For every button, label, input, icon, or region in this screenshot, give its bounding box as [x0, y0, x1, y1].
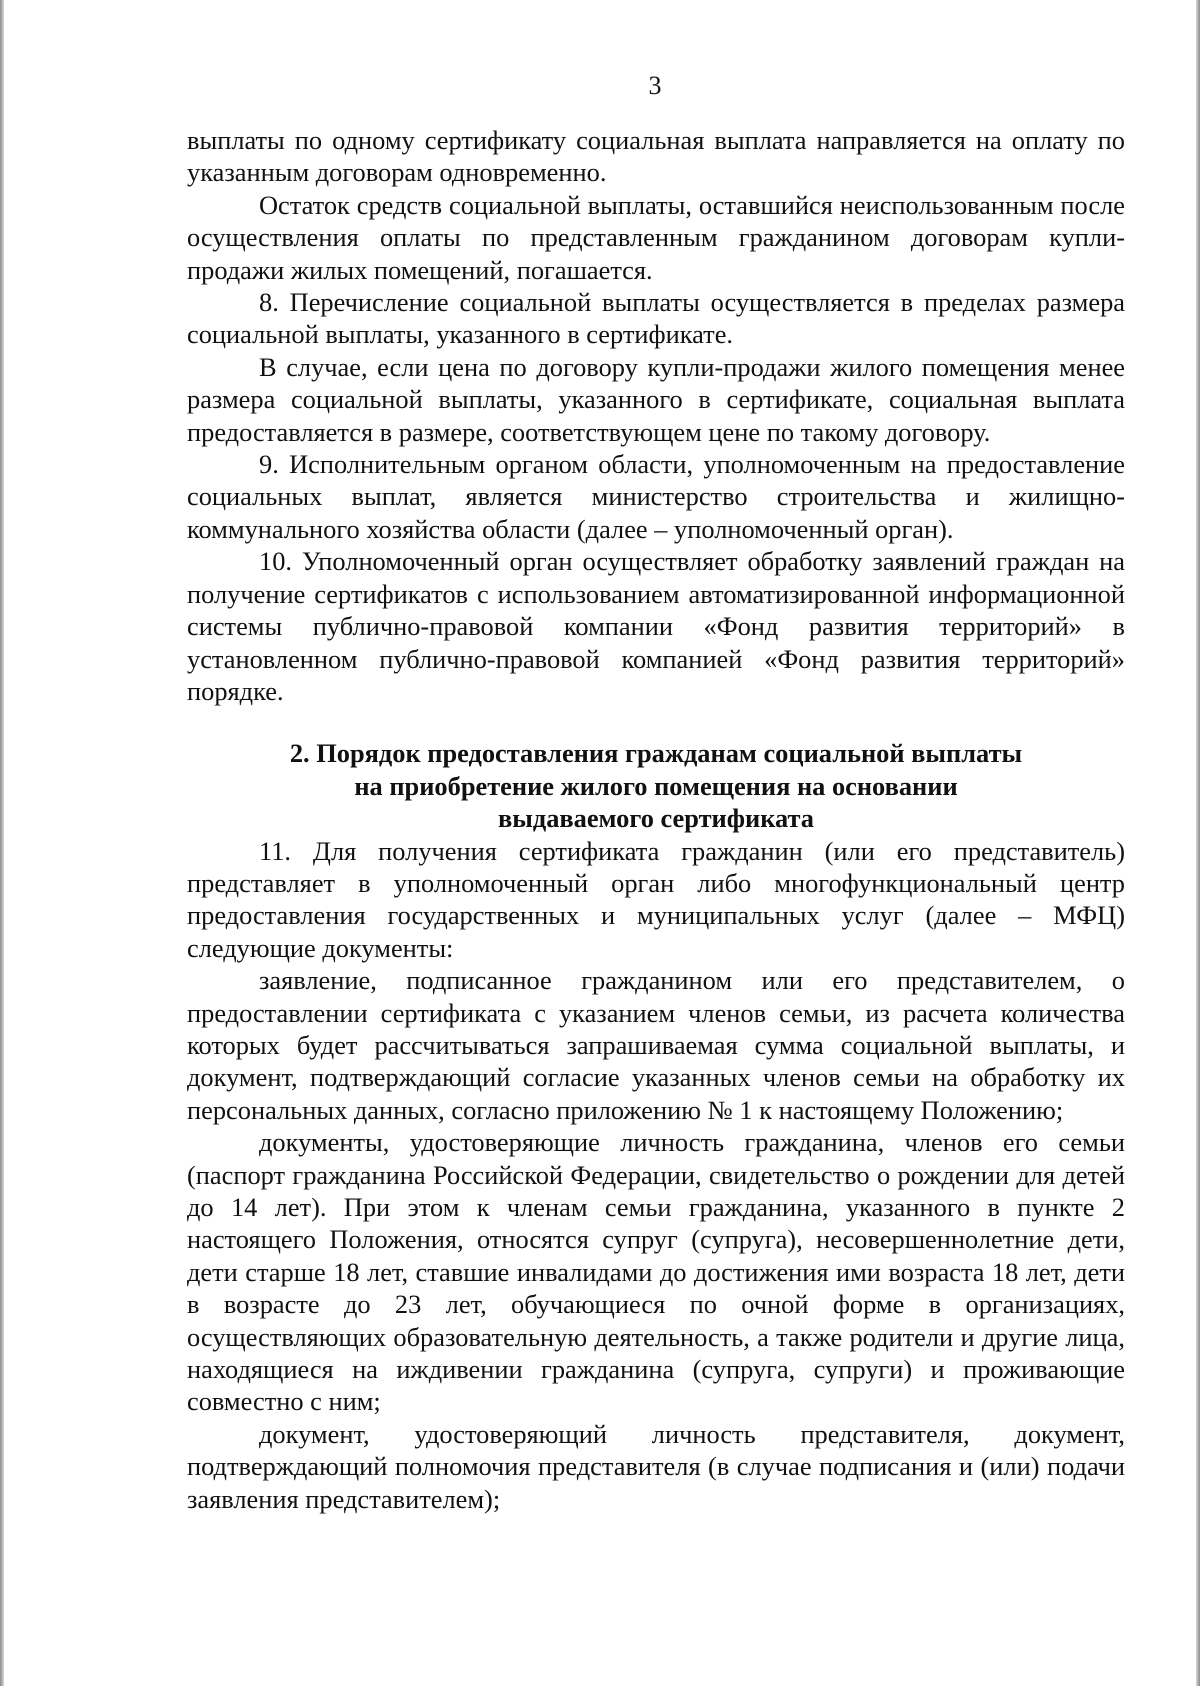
section-heading-line: 2. Порядок предоставления гражданам социальной выплаты — [289, 738, 1023, 769]
scan-edge-right — [1196, 0, 1200, 1686]
paragraph: Остаток средств социальной выплаты, оставшийся неиспользованным после осуществления оплаты по представленным гражданином договорам купли-продажи жилых помещений, погашается. — [187, 189, 1125, 285]
paragraph: документы, удостоверяющие личность гражданина, членов его семьи (паспорт гражданина Российской Федерации, свидетельство о рождении для детей до 14 лет). При этом к членам семьи гражданина, указанного в пункте 2 настоящего Положения, относятся супруг (супруга), несовершеннолетние дети, дети старше 18 лет, ставшие инвалидами до достижения ими возраста 18 лет, дети в возрасте до 23 лет, обучающиеся по очной форме в организациях, осуществляющих образовательную деятельность, а также родители и другие лица, находящиеся на иждивении гражданина (супруга, супруги) и проживающие совместно с ним; — [187, 1127, 1125, 1417]
paragraph: 8. Перечисление социальной выплаты осуществляется в пределах размера социальной выплаты, указанного в сертификате. — [187, 287, 1125, 350]
page-number: 3 — [648, 71, 662, 100]
paragraph: В случае, если цена по договору купли-продажи жилого помещения менее размера социальной выплаты, указанного в сертификате, социальная выплата предоставляется в размере, соответствующем цене по такому договору. — [187, 351, 1125, 447]
section-heading-line: на приобретение жилого помещения на основании — [354, 770, 958, 801]
paragraph: документ, удостоверяющий личность представителя, документ, подтверждающий полномочия представителя (в случае подписания и (или) подачи заявления представителем); — [187, 1418, 1125, 1514]
paragraph: 9. Исполнительным органом области, уполномоченным на предоставление социальных выплат, является министерство строительства и жилищно-коммунального хозяйства области (далее – уполномоченный орган). — [187, 449, 1125, 544]
scan-edge-left — [0, 0, 4, 1686]
paragraph: заявление, подписанное гражданином или его представителем, о предоставлении сертификата с указанием членов семьи, из расчета количества которых будет рассчитываться запрашиваемая сумма социальной выплаты, и документ, подтверждающий согласие указанных членов семьи на обработку их персональных данных, согласно приложению № 1 к настоящему Положению; — [187, 965, 1125, 1125]
document-body — [187, 124, 1125, 1515]
section-heading — [187, 737, 1125, 834]
paragraph: 11. Для получения сертификата гражданин (или его представитель) представляет в уполномоченный орган либо многофункциональный центр предоставления государственных и муниципальных услуг (далее – МФЦ) следующие документы: — [187, 835, 1125, 963]
paragraph: выплаты по одному сертификату социальная выплата направляется на оплату по указанным договорам одновременно. — [187, 125, 1125, 188]
paragraph: 10. Уполномоченный орган осуществляет обработку заявлений граждан на получение сертификатов с использованием автоматизированной информационной системы публично-правовой компании «Фонд развития территорий» в установленном публично-правовой компанией «Фонд развития территорий» порядке. — [187, 546, 1125, 706]
section-heading-line: выдаваемого сертификата — [497, 803, 815, 834]
